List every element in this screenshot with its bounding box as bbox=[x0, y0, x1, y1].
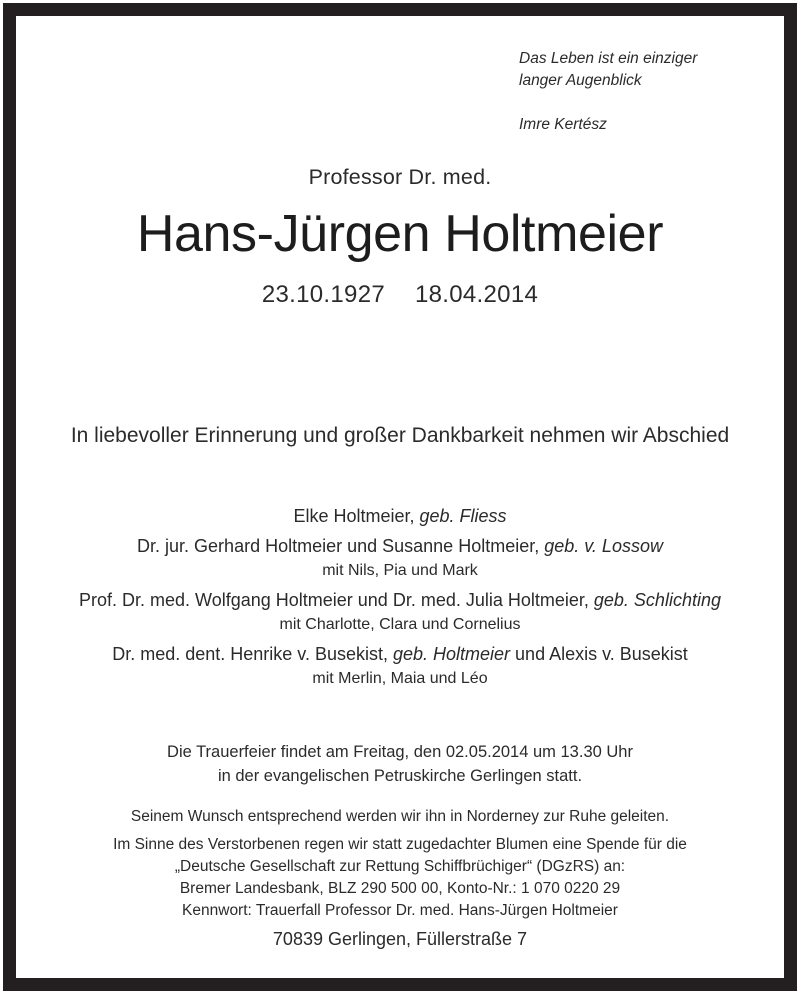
birth-date: 23.10.1927 bbox=[261, 281, 385, 308]
survivor-children: mit Nils, Pia und Mark bbox=[322, 562, 478, 579]
farewell-text: In liebevoller Erinnerung und großer Dankbarkeit nehmen wir Abschied bbox=[70, 424, 730, 447]
donation-reference: Kennwort: Trauerfall Professor Dr. med. Hans-Jürgen Holtmeier bbox=[182, 902, 618, 919]
survivor-maiden-name: geb. Holtmeier bbox=[392, 644, 511, 664]
deceased-name: Hans-Jürgen Holtmeier bbox=[136, 205, 664, 263]
survivor-children: mit Charlotte, Clara und Cornelius bbox=[279, 616, 521, 633]
donation-line-1: Im Sinne des Verstorbenen regen wir statt zugedachter Blumen eine Spende für die bbox=[113, 836, 687, 853]
survivor-children: mit Merlin, Maia und Léo bbox=[312, 670, 488, 687]
death-date: 18.04.2014 bbox=[415, 281, 539, 308]
survivor-maiden-name: geb. Fliess bbox=[419, 506, 507, 526]
obituary-content-area bbox=[16, 16, 784, 978]
epigraph-author: Imre Kertész bbox=[519, 116, 607, 133]
epigraph-block bbox=[519, 48, 739, 136]
name-block bbox=[16, 163, 784, 310]
survivor-group bbox=[16, 533, 784, 583]
survivor-name-after: und Alexis v. Busekist bbox=[510, 644, 688, 664]
survivor-group bbox=[16, 587, 784, 637]
burial-wish-text: Seinem Wunsch entsprechend werden wir ihn in Norderney zur Ruhe geleiten. bbox=[130, 808, 670, 825]
life-dates bbox=[16, 280, 784, 310]
survivors-block bbox=[16, 503, 784, 691]
survivor-name-before: Dr. med. dent. Henrike v. Busekist, bbox=[112, 644, 393, 664]
survivor-names bbox=[16, 503, 784, 529]
ceremony-line-1: Die Trauerfeier findet am Freitag, den 02.05.2014 um 13.30 Uhr bbox=[167, 743, 633, 761]
survivor-name-before: Prof. Dr. med. Wolfgang Holtmeier und Dr. med. Julia Holtmeier, bbox=[79, 590, 594, 610]
family-address: 70839 Gerlingen, Füllerstraße 7 bbox=[272, 929, 528, 949]
survivor-names bbox=[16, 533, 784, 559]
honorific-title: Professor Dr. med. bbox=[308, 165, 492, 189]
survivor-names bbox=[16, 641, 784, 667]
donation-organisation: „Deutsche Gesellschaft zur Rettung Schiffbrüchiger“ (DGzRS) an: bbox=[174, 858, 626, 875]
survivor-group bbox=[16, 641, 784, 691]
epigraph-line-1: Das Leben ist ein einziger bbox=[519, 50, 698, 67]
survivor-group bbox=[16, 503, 784, 529]
survivor-name-before: Elke Holtmeier, bbox=[293, 506, 420, 526]
ceremony-line-2: in der evangelischen Petruskirche Gerlingen statt. bbox=[217, 767, 583, 785]
ceremony-block bbox=[16, 740, 784, 788]
donation-block bbox=[16, 834, 784, 922]
survivor-name-before: Dr. jur. Gerhard Holtmeier und Susanne Holtmeier, bbox=[137, 536, 545, 556]
survivor-maiden-name: geb. v. Lossow bbox=[544, 536, 663, 556]
survivor-maiden-name: geb. Schlichting bbox=[593, 590, 721, 610]
epigraph-line-2: langer Augenblick bbox=[519, 72, 642, 89]
donation-bank-details: Bremer Landesbank, BLZ 290 500 00, Konto-Nr.: 1 070 0220 29 bbox=[179, 880, 621, 897]
mourning-border-frame bbox=[3, 3, 797, 991]
survivor-names bbox=[16, 587, 784, 613]
